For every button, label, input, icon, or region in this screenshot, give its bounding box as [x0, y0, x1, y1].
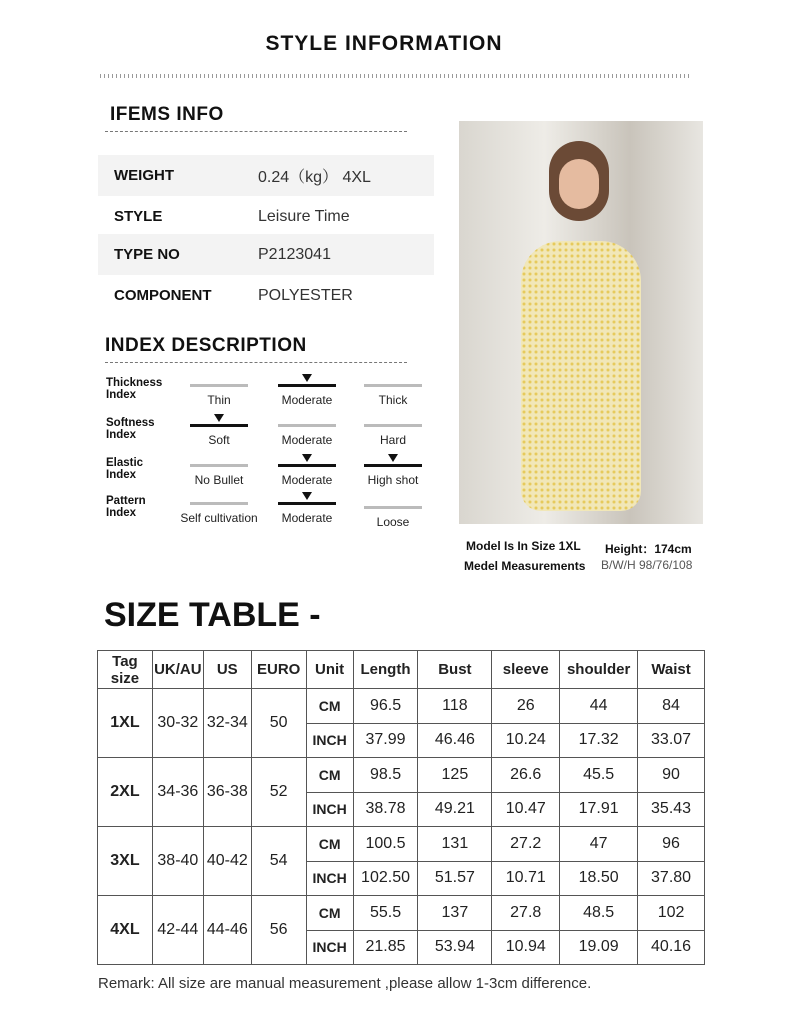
index-option: Thin: [207, 393, 231, 407]
column-header: EURO: [251, 651, 306, 689]
index-marker-selected: [190, 424, 248, 427]
index-marker-selected: [278, 464, 336, 467]
info-row: [98, 234, 434, 275]
index-description-heading: INDEX DESCRIPTION: [105, 335, 307, 356]
index-marker-selected: [278, 384, 336, 387]
info-key: WEIGHT: [114, 167, 174, 184]
cell-value: 35.43: [638, 792, 705, 827]
index-label: Softness Index: [106, 417, 155, 441]
cell-value: 84: [638, 689, 705, 724]
cell-value: 100.5: [353, 827, 418, 862]
cell-value: 27.2: [492, 827, 560, 862]
cell-unit: CM: [306, 689, 353, 724]
index-bar: [364, 384, 422, 387]
cell-value: 10.24: [492, 723, 560, 758]
cell-uk: 30-32: [152, 689, 203, 758]
cell-us: 32-34: [203, 689, 251, 758]
cell-euro: 54: [251, 827, 306, 896]
index-marker-selected: [364, 464, 422, 467]
cell-euro: 52: [251, 758, 306, 827]
table-row: [98, 896, 705, 931]
cell-unit: CM: [306, 896, 353, 931]
cell-value: 125: [418, 758, 492, 793]
column-header: US: [203, 651, 251, 689]
cell-value: 21.85: [353, 930, 418, 965]
cell-value: 26.6: [492, 758, 560, 793]
table-row: [98, 689, 705, 724]
cell-us: 44-46: [203, 896, 251, 965]
cell-value: 51.57: [418, 861, 492, 896]
index-bar: [278, 424, 336, 427]
cell-tag: 2XL: [98, 758, 153, 827]
cell-value: 137: [418, 896, 492, 931]
index-option: Loose: [376, 515, 410, 529]
model-measurements: B/W/H 98/76/108: [601, 558, 693, 572]
column-header: Length: [353, 651, 418, 689]
model-size: Model Is In Size 1XL: [466, 539, 581, 553]
column-header: sleeve: [492, 651, 560, 689]
cell-value: 17.91: [560, 792, 638, 827]
cell-value: 55.5: [353, 896, 418, 931]
index-bar: [190, 502, 248, 505]
info-key: COMPONENT: [114, 287, 212, 304]
cell-value: 131: [418, 827, 492, 862]
cell-value: 27.8: [492, 896, 560, 931]
cell-value: 37.99: [353, 723, 418, 758]
cell-value: 118: [418, 689, 492, 724]
cell-value: 26: [492, 689, 560, 724]
index-option: Moderate: [281, 433, 333, 447]
cell-us: 40-42: [203, 827, 251, 896]
index-bar: [190, 464, 248, 467]
cell-value: 10.94: [492, 930, 560, 965]
cell-value: 33.07: [638, 723, 705, 758]
cell-unit: INCH: [306, 930, 353, 965]
cell-value: 40.16: [638, 930, 705, 965]
column-header: shoulder: [560, 651, 638, 689]
column-header: Waist: [638, 651, 705, 689]
index-bar: [190, 384, 248, 387]
index-option: Soft: [208, 433, 230, 447]
index-option: Moderate: [281, 473, 333, 487]
cell-value: 38.78: [353, 792, 418, 827]
cell-unit: CM: [306, 758, 353, 793]
info-key: TYPE NO: [114, 246, 180, 263]
cell-unit: CM: [306, 827, 353, 862]
cell-value: 98.5: [353, 758, 418, 793]
index-label: Elastic Index: [106, 457, 144, 481]
index-option: High shot: [367, 473, 419, 487]
table-row: [98, 827, 705, 862]
info-value: P2123041: [258, 245, 331, 263]
model-measurements-label: Medel Measurements: [464, 559, 586, 573]
cell-tag: 4XL: [98, 896, 153, 965]
cell-euro: 56: [251, 896, 306, 965]
index-option: Self cultivation: [180, 511, 258, 525]
cell-value: 44: [560, 689, 638, 724]
cell-value: 10.71: [492, 861, 560, 896]
model-height: Height：174cm: [605, 542, 692, 556]
page-title: STYLE INFORMATION: [265, 32, 503, 55]
cell-unit: INCH: [306, 792, 353, 827]
index-marker-selected: [278, 502, 336, 505]
info-row: [98, 275, 434, 316]
cell-value: 48.5: [560, 896, 638, 931]
index-option: Moderate: [281, 511, 333, 525]
remark: Remark: All size are manual measurement ,please allow 1-3cm difference.: [98, 975, 592, 992]
divider: [105, 131, 407, 132]
cell-value: 45.5: [560, 758, 638, 793]
cell-uk: 34-36: [152, 758, 203, 827]
index-bar: [364, 424, 422, 427]
info-key: STYLE: [114, 208, 163, 225]
column-header: UK/AU: [152, 651, 203, 689]
cell-value: 19.09: [560, 930, 638, 965]
cell-value: 102.50: [353, 861, 418, 896]
cell-value: 10.47: [492, 792, 560, 827]
index-option: Thick: [378, 393, 408, 407]
cell-us: 36-38: [203, 758, 251, 827]
index-option: No Bullet: [194, 473, 244, 487]
cell-value: 102: [638, 896, 705, 931]
index-bar: [364, 506, 422, 509]
info-value: POLYESTER: [258, 286, 353, 304]
cell-value: 49.21: [418, 792, 492, 827]
cell-value: 96.5: [353, 689, 418, 724]
cell-uk: 42-44: [152, 896, 203, 965]
divider: [105, 362, 407, 363]
cell-value: 18.50: [560, 861, 638, 896]
cell-value: 37.80: [638, 861, 705, 896]
table-row: [98, 758, 705, 793]
divider: [100, 74, 692, 78]
info-value: 0.24（kg） 4XL: [258, 169, 371, 186]
info-value: Leisure Time: [258, 207, 350, 225]
cell-value: 53.94: [418, 930, 492, 965]
index-option: Moderate: [281, 393, 333, 407]
column-header: Tag size: [98, 651, 153, 689]
model-photo: [459, 121, 703, 524]
info-row: [98, 155, 434, 196]
index-label: Pattern Index: [106, 495, 146, 519]
cell-value: 46.46: [418, 723, 492, 758]
index-label: Thickness Index: [106, 377, 163, 401]
size-table: [97, 650, 705, 965]
cell-tag: 1XL: [98, 689, 153, 758]
info-row: [98, 196, 434, 237]
cell-value: 17.32: [560, 723, 638, 758]
cell-uk: 38-40: [152, 827, 203, 896]
items-info-heading: IFEMS INFO: [110, 104, 224, 125]
size-table-title: SIZE TABLE -: [104, 596, 321, 634]
column-header: Bust: [418, 651, 492, 689]
cell-euro: 50: [251, 689, 306, 758]
cell-value: 47: [560, 827, 638, 862]
cell-unit: INCH: [306, 861, 353, 896]
column-header: Unit: [306, 651, 353, 689]
cell-value: 90: [638, 758, 705, 793]
index-option: Hard: [379, 433, 406, 447]
cell-unit: INCH: [306, 723, 353, 758]
cell-value: 96: [638, 827, 705, 862]
cell-tag: 3XL: [98, 827, 153, 896]
